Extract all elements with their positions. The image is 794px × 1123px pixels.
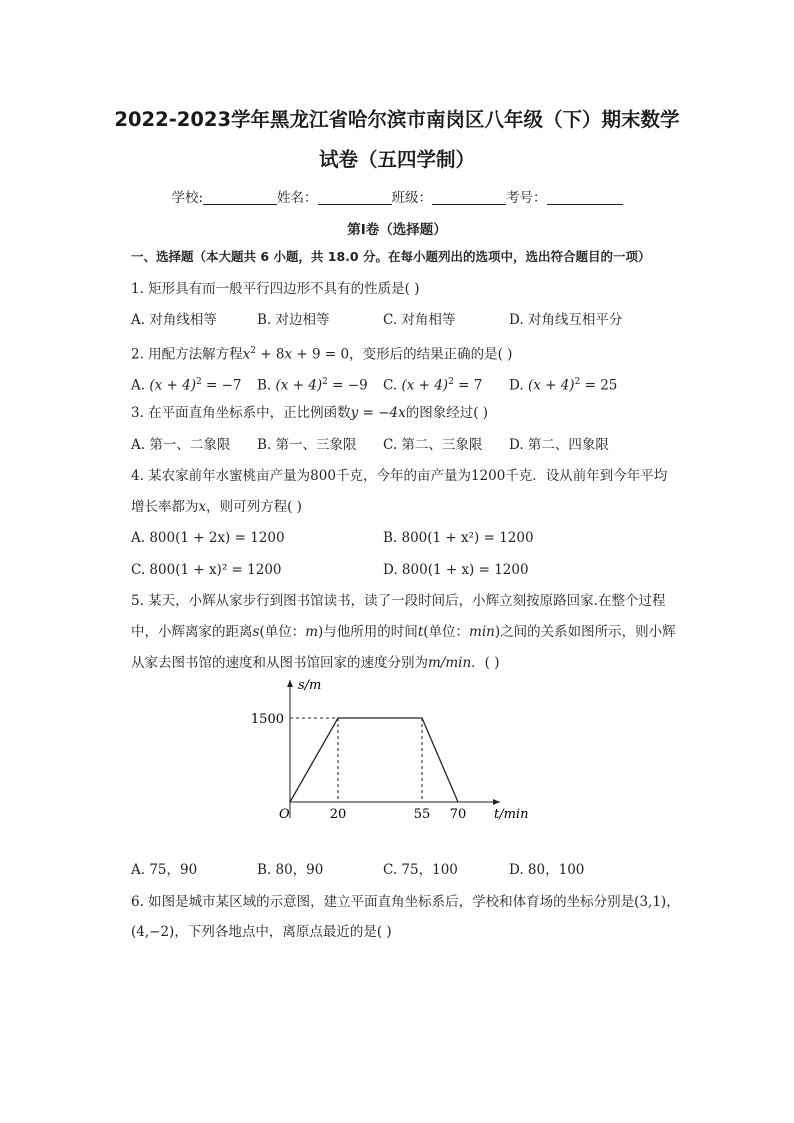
q4-text-d: 增长率都为 [131,499,199,515]
volume-title: 第I卷（选择题） [347,222,447,238]
q2-b-rhs: = −9 [327,377,368,394]
q2-a-label: A. [131,377,146,394]
q6-t3: ，下列各地点中，离原点最近的是( ) [174,924,392,940]
q5-option-d: D. 80，100 [509,862,585,878]
q5-option-a: A. 75，90 [131,862,198,878]
q2-a-expr: (x + 4) [149,377,196,394]
q1-option-c: C. 对角相等 [383,312,456,328]
x-tick-70: 70 [449,807,467,822]
q5-unit-min: min [469,624,495,640]
q4-text-a: 4. 某农家前年水蜜桃亩产量为 [131,468,311,484]
y-axis-arrow [287,680,293,687]
class-blank[interactable] [432,190,506,205]
q2-d-rhs: = 25 [580,377,618,394]
exam-number-blank[interactable] [547,190,623,205]
question-3-stem [131,404,488,422]
q6-t1: 6. 如图是城市某区域的示意图，建立平面直角坐标系后，学校和体育场的坐标分别是 [131,894,635,910]
x-axis-label: t/min [494,807,529,822]
q6-t2: ， [666,894,680,910]
q5-option-c: C. 75，100 [383,862,458,878]
q4-text-b: 千克，今年的亩产量为 [335,468,471,484]
y-axis-label: s/m [298,678,322,693]
distance-time-graph [250,672,550,832]
student-info-row [0,186,794,206]
q4-var-x: x [198,499,207,515]
q2-d-expr: (x + 4) [527,377,575,394]
exam-title-line2: 试卷（五四学制） [318,148,475,171]
q2-a-rhs: = −7 [201,377,242,394]
q4-option-c: C. 800(1 + x)² = 1200 [131,562,282,578]
q4-text-c: 千克．设从前年到今年平均 [505,468,668,484]
q4-num-1200: 1200 [470,468,506,484]
question-1-stem: 1. 矩形具有而一般平行四边形不具有的性质是( ) [131,281,420,297]
origin-label: O [279,807,290,822]
q3-equation: y = −4x [350,405,406,421]
q5-t3: )与他所用的时间 [318,624,418,640]
school-blank[interactable] [203,190,277,205]
q6-coord-stadium: (4,−2) [131,924,175,940]
q4-text-e: ，则可列方程( ) [206,499,302,515]
q2-var-x2: x [284,346,293,363]
q5-t7: ．( ) [471,655,500,671]
school-label: 学校: [171,190,204,206]
q5-t6: 从家去图书馆的速度和从图书馆回家的速度分别为 [131,655,428,671]
name-label: 姓名： [277,190,318,206]
series-line [290,718,458,802]
q2-option-c: C. $(x + 4)^2 = 7$ [383,377,483,394]
q4-option-b: B. 800(1 + x²) = 1200 [383,530,534,546]
q4-option-d: D. 800(1 + x) = 1200 [383,562,529,578]
q5-t5: )之间的关系如图所示，则小辉 [494,624,676,640]
q2-eq-end: + 9 = 0 [292,346,350,363]
q2-c-label: C. [383,377,398,394]
question-5-line2 [131,623,676,641]
y-tick-1500: 1500 [250,712,284,727]
q2-stem-tail: ，变形后的结果正确的是( ) [349,346,513,363]
question-5-line1: 5. 某天，小辉从家步行到图书馆读书，读了一段时间后，小辉立刻按原路回家.在整个过程 [131,593,666,609]
q5-option-b: B. 80，90 [257,862,324,878]
q1-option-b: B. 对边相等 [257,312,330,328]
q5-t2: (单位： [259,624,306,640]
q5-var-t: t [417,624,424,640]
q2-c-rhs: = 7 [453,377,483,394]
question-6-line1 [131,893,680,911]
q3-option-c: C. 第二、三象限 [383,437,483,453]
question-6-line2 [131,923,392,941]
q2-option-b: B. $(x + 4)^2 = -9$ [257,377,368,394]
q6-coord-school: (3,1) [634,894,667,910]
q1-option-d: D. 对角线互相平分 [509,312,623,328]
q2-c-expr: (x + 4) [401,377,449,394]
q2-b-label: B. [257,377,272,394]
question-2-stem: 2. 用配方法解方程$x^2 + 8x + 9 = 0$，变形后的结果正确的是( ) [131,346,513,363]
q5-unit-m: m [305,624,319,640]
q2-d-label: D. [509,377,524,394]
exam-title-line1: 2022-2023学年黑龙江省哈尔滨市南岗区八年级（下）期末数学 [114,108,680,131]
x-tick-20: 20 [329,807,347,822]
x-axis-arrow [493,799,500,805]
q5-t4: (单位： [423,624,470,640]
q3-option-a: A. 第一、二象限 [131,437,231,453]
name-blank[interactable] [318,190,392,205]
q2-option-a: A. $(x + 4)^2 = -7$ [131,377,242,394]
q5-unit-speed: m/min [428,655,472,671]
q1-option-a: A. 对角线相等 [131,312,217,328]
q3-stem-text: 3. 在平面直角坐标系中，正比例函数 [131,405,351,421]
q2-eq-part: + 8 [256,346,285,363]
q2-stem-text: 2. 用配方法解方程 [131,346,243,363]
section-heading: 一、选择题（本大题共 6 小题，共 18.0 分。在每小题列出的选项中，选出符合题目的一项） [131,249,651,264]
x-tick-55: 55 [413,807,431,822]
q3-option-b: B. 第一、三象限 [257,437,357,453]
q5-t1: 中，小辉离家的距离 [131,624,253,640]
q3-stem-tail: 的图象经过( ) [405,405,489,421]
q4-option-a: A. 800(1 + 2x) = 1200 [131,530,285,546]
q2-option-d: D. $(x + 4)^2 = 25$ [509,377,618,394]
class-label: 班级： [391,190,433,206]
q2-b-expr: (x + 4) [275,377,323,394]
q4-num-800: 800 [310,468,336,484]
exam-number-label: 考号： [506,190,547,206]
q5-var-s: s [252,624,260,640]
q3-option-d: D. 第二、四象限 [509,437,609,453]
question-4-stem-line1 [131,467,667,485]
question-4-stem-line2 [131,498,302,516]
q2-var-x: x [242,346,251,363]
question-5-line3 [131,654,500,672]
